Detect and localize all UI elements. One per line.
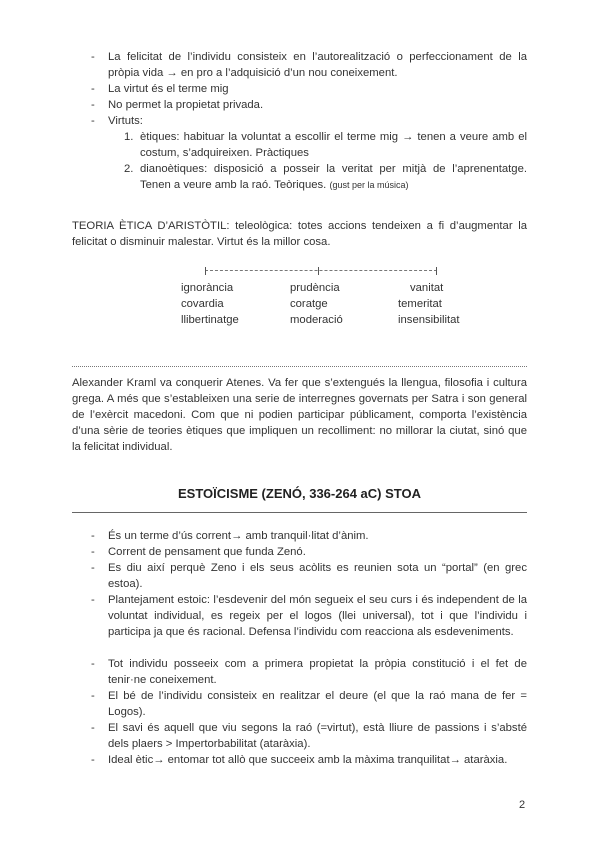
mean-table-cell: ignorància xyxy=(181,282,234,294)
bullet-dash: - xyxy=(91,722,95,734)
numbered-item xyxy=(124,161,527,193)
bullet-dash: - xyxy=(91,594,95,606)
bullet-dash: - xyxy=(91,530,95,542)
bullet-dash: - xyxy=(91,546,95,558)
item-number: 2. xyxy=(124,163,134,175)
list-item xyxy=(91,656,527,688)
list-item xyxy=(91,560,527,592)
mean-table-cell: coratge xyxy=(290,298,328,310)
list-item xyxy=(91,528,527,544)
bullet-dash: - xyxy=(91,115,95,127)
bullet-dash: - xyxy=(91,83,95,95)
mean-table-cell: moderació xyxy=(290,314,343,326)
bullet-dash: - xyxy=(91,658,95,670)
list-item xyxy=(91,49,527,81)
alexander-paragraph: Alexander Kraml va conquerir Atenes. Va fer que s’extengués la llengua, filosofia i cultura grega. A més que s’estableixen una serie de interregnes governats per Satra i son general de l’exèrcit macedoni. Com que ni podien participar públicament, comporta l’existència d’una sèrie de teories ètiques que impliquen un recolliment: no millorar la ciutat, sinó que la felicitat individual. xyxy=(72,377,527,453)
list-item-text: Ideal ètic→ entomar tot allò que succeeix amb la màxima tranquilitat→ ataràxia. xyxy=(108,754,508,766)
list-item-text: Plantejament estoic: l’esdevenir del món segueix el seu curs i és independent de la voluntat individual, es regeix per el logos (llei universal), tot i que l’individu i participa ja que és racional. Defensa l’individu com reacciona als esdeveniments. xyxy=(108,594,527,638)
mean-table-cell: llibertinatge xyxy=(181,314,239,326)
list-item xyxy=(91,752,527,768)
numbered-item-text: ètiques: habituar la voluntat a escollir el terme mig → tenen a veure amb el costum, s’adquireixen. Pràctiques xyxy=(140,131,527,159)
list-item xyxy=(91,544,527,560)
aristotle-theory-paragraph: TEORIA ÈTICA D’ARISTÒTIL: teleològica: totes accions tendeixen a fi d’augmentar la felicitat o disminuir malestar. Virtut és la millor cosa. xyxy=(72,220,527,248)
list-item-text: Es diu així perquè Zeno i els seus acòlits es reunien sota un “portal” (en grec estoa). xyxy=(108,562,527,590)
bullet-dash: - xyxy=(91,690,95,702)
list-item xyxy=(91,592,527,640)
list-item-text: La virtut és el terme mig xyxy=(108,83,229,95)
list-item-text: La felicitat de l’individu consisteix en l’autorealització o perfeccionament de la pròpia vida → en pro a l’adquisició d’un nou coneixement. xyxy=(108,51,527,79)
list-item xyxy=(91,97,527,113)
mean-table-cell: insensibilitat xyxy=(398,314,460,326)
bullet-dash: - xyxy=(91,562,95,574)
mean-table-cell: temeritat xyxy=(398,298,442,310)
list-item xyxy=(91,113,527,129)
numbered-item-text: dianoètiques: disposició a posseir la veritat per mitjà de l’aprenentatge. Tenen a veure amb la raó. Teòriques. xyxy=(140,163,527,191)
heading-underline xyxy=(72,512,527,513)
list-item-text: Tot individu posseeix com a primera propietat la pròpia constitució i el fet de tenir·ne coneixement. xyxy=(108,658,527,686)
item-number: 1. xyxy=(124,131,134,143)
bullet-dash: - xyxy=(91,754,95,766)
mean-table-cell: prudència xyxy=(290,282,340,294)
mean-table-cell: covardia xyxy=(181,298,224,310)
golden-mean-axis xyxy=(205,267,437,275)
list-item xyxy=(91,81,527,97)
dotted-separator xyxy=(72,366,527,367)
list-item-text: Corrent de pensament que funda Zenó. xyxy=(108,546,306,558)
bullet-dash: - xyxy=(91,99,95,111)
page-number: 2 xyxy=(519,799,526,811)
bullet-dash: - xyxy=(91,51,95,63)
list-item-text: El savi és aquell que viu segons la raó (=virtut), està lliure de passions i s’absté dels plaers > Impertorbabilitat (ataràxia). xyxy=(108,722,527,750)
section-heading: ESTOÏCISME (ZENÓ, 336-264 aC) STOA xyxy=(178,486,421,501)
numbered-item-note: (gust per la música) xyxy=(329,180,409,190)
list-item-text: El bé de l’individu consisteix en realitzar el deure (el que la raó mana de fer = Logos). xyxy=(108,690,527,718)
list-item xyxy=(91,720,527,752)
list-item-text: No permet la propietat privada. xyxy=(108,99,264,111)
mean-table-cell: vanitat xyxy=(410,282,444,294)
list-item-text: És un terme d’ús corrent→ amb tranquil·litat d’ànim. xyxy=(108,530,369,542)
list-item-text: Virtuts: xyxy=(108,115,143,127)
list-item xyxy=(91,688,527,720)
numbered-item xyxy=(124,129,527,161)
